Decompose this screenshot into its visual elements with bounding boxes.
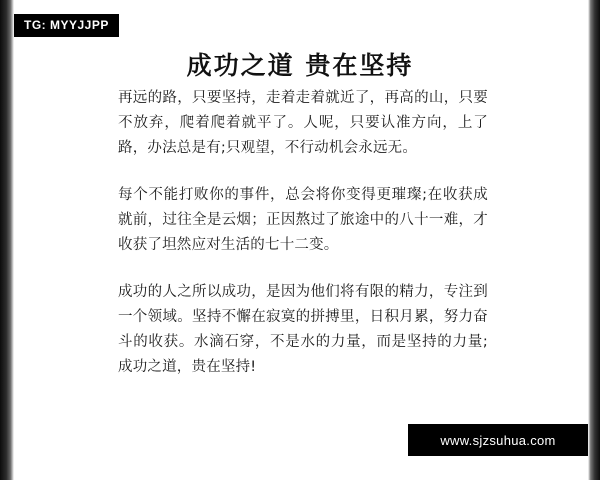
telegram-watermark-badge: TG: MYYJJPP <box>14 14 119 37</box>
article-body <box>118 86 488 380</box>
article-paragraph: 每个不能打败你的事件，总会将你变得更璀璨;在收获成就前，过往全是云烟；正因熬过了旅途中的八十一难，才收获了坦然应对生活的七十二变。 <box>118 187 488 253</box>
article-paragraph: 成功的人之所以成功，是因为他们将有限的精力，专注到一个领域。坚持不懈在寂寞的拼搏里，日积月累，努力奋斗的收获。水滴石穿，不是水的力量，而是坚持的力量;成功之道，贵在坚持! <box>118 284 488 375</box>
page-title: 成功之道 贵在坚持 <box>186 51 414 80</box>
article-paragraph: 再远的路，只要坚持，走着走着就近了，再高的山，只要不放弃，爬着爬着就平了。人呢，只要认准方向，上了路，办法总是有;只观望，不行动机会永远无。 <box>118 90 488 156</box>
site-url-banner: www.sjzsuhua.com <box>408 424 588 456</box>
